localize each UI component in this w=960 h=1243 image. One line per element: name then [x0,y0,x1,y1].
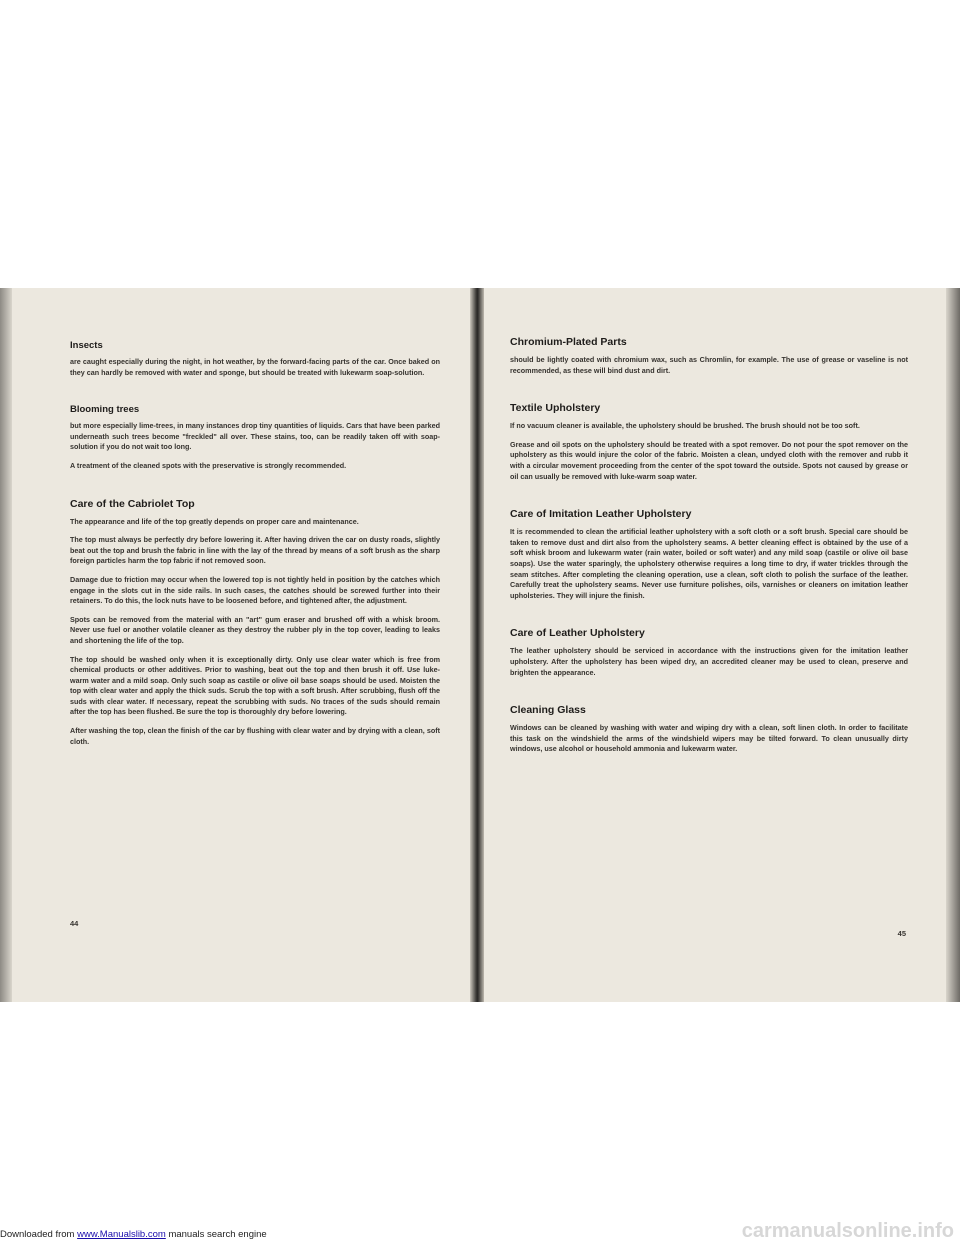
left-page [12,288,470,1002]
paragraph: The top must always be perfectly dry before lowering it. After having driven the car on dusty roads, slightly beat out the top and brush the fabric in line with the lay of the thread by means of a soft brush as the sharp foreign particles harm the top fabric if not removed soon. [70,535,440,566]
watermark: carmanualsonline.info [741,1220,954,1242]
paragraph: should be lightly coated with chromium wax, such as Chromlin, for example. The use of grease or vaseline is not recommended, as these will bind dust and dirt. [510,355,908,375]
right-page [484,288,946,1002]
paragraph: but more especially lime-trees, in many instances drop tiny quantities of liquids. Cars that have been parked underneath such trees become "freckled" all over. These stains, too, can be readily taken off with soap-solution if you do not wait too long. [70,421,440,452]
page-number: 45 [897,929,906,938]
section-insects [70,340,440,378]
right-page-edge [946,288,960,1002]
section-heading: Chromium-Plated Parts [510,336,627,348]
paragraph: The appearance and life of the top greatly depends on proper care and maintenance. [70,516,359,526]
book-gutter [470,288,484,1002]
left-page-edge [0,288,12,1002]
paragraph: are caught especially during the night, in hot weather, by the forward-facing parts of the car. Once baked on they can hardly be removed with water and sponge, but should be treated with lukewarm soap-solution. [70,357,440,377]
book-spread [0,288,960,1002]
page-number: 44 [70,919,79,928]
paragraph: It is recommended to clean the artificial leather upholstery with a soft cloth or a soft brush. Special care should be taken to remove dust and dirt also from the upholstery seams. A better cleaning effect is obtained by the use of a soft whisk broom and lukewarm water (rain water, boiled or soft water) and any mild soap (castile or olive oil base soaps). Use the water sparingly, the upholstery otherwise requires a long time to dry, if water trickles through the seam stitches. After completing the cleaning operation, use a clean, soft cloth to polish the surface of the leather. Carefully treat the upholstery seams. Never use furniture polishes, oils, varnishes or cleaners on imitation leather upholsteries. They will injure the finish. [510,527,908,600]
footer-prefix: Downloaded from [0,1229,78,1240]
paragraph: Spots can be removed from the material with an "art" gum eraser and brushed off with a whisk broom. Never use fuel or another volatile cleaner as they destroy the rubber ply in the top cover, leading to leaks and shortening the life of the top. [70,614,440,645]
section-heading: Insects [70,340,103,351]
paragraph: Windows can be cleaned by washing with water and wiping dry with a clean, soft linen cloth. In order to facilitate this task on the windshield the arms of the windshield wipers may be tilted forward. To clean unusually dirty windows, use alcohol or household ammonia and lukewarm water. [510,723,908,754]
section-heading: Cleaning Glass [510,704,586,717]
section-leather-upholstery [510,627,908,678]
paragraph: The top should be washed only when it is exceptionally dirty. Only use clear water which is free from chemical products or other additives. Prior to washing, beat out the top and then brush it off. Use luke-warm water and a mild soap. Only such soap as castile or olive oil base soaps should be used. Moisten the top with clear water and apply the thick suds. Scrub the top with a soft brush. After scrubbing, flush off the suds with clear water. If necessary, repeat the scrubbing with suds. No traces of the suds should remain after the top has been flushed. Be sure the top is thoroughly dry before lowering. [70,654,440,717]
paragraph: Grease and oil spots on the upholstery should be treated with a spot remover. Do not pour the spot remover on the upholstery as this would injure the color of the fabric. Moisten a clean, undyed cloth with the remover and rubb it with a circular movement proceeding from the center of the spot toward the outside. Spots not caused by grease or oil can usually be removed with luke-warm soap water. [510,439,908,481]
manualslib-link[interactable]: www.Manualslib.com [77,1229,166,1240]
section-cabriolet-top [70,498,440,748]
paragraph: Damage due to friction may occur when the lowered top is not tightly held in position by the catches which engage in the slots cut in the side rails. In such cases, the catches should be screwed further into their retainers. To do this, the lock nuts have to be loosened before, and tightened after, the adjustment. [70,574,440,606]
footer-suffix: manuals search engine [165,1229,267,1240]
paragraph: If no vacuum cleaner is available, the upholstery should be brushed. The brush should not be too soft. [510,421,860,431]
section-textile-upholstery [510,402,908,482]
section-heading: Care of Leather Upholstery [510,627,645,640]
section-cleaning-glass [510,704,908,755]
section-heading: Care of Imitation Leather Upholstery [510,508,692,521]
section-heading: Care of the Cabriolet Top [70,497,195,510]
paragraph: The leather upholstery should be serviced in accordance with the instructions given for the imitation leather upholstery. After the upholstery has been wiped dry, an accredited cleaner may be used to clean, preserve and brighten the appearance. [510,646,908,677]
section-blooming-trees [70,404,440,471]
section-imitation-leather-upholstery [510,508,908,601]
section-chromium-plated-parts [510,336,908,376]
paragraph: After washing the top, clean the finish of the car by flushing with clear water and by drying with a clean, soft cloth. [70,726,440,746]
section-heading: Blooming trees [70,404,140,416]
section-heading: Textile Upholstery [510,402,601,415]
paragraph: A treatment of the cleaned spots with the preservative is strongly recommended. [70,460,347,470]
